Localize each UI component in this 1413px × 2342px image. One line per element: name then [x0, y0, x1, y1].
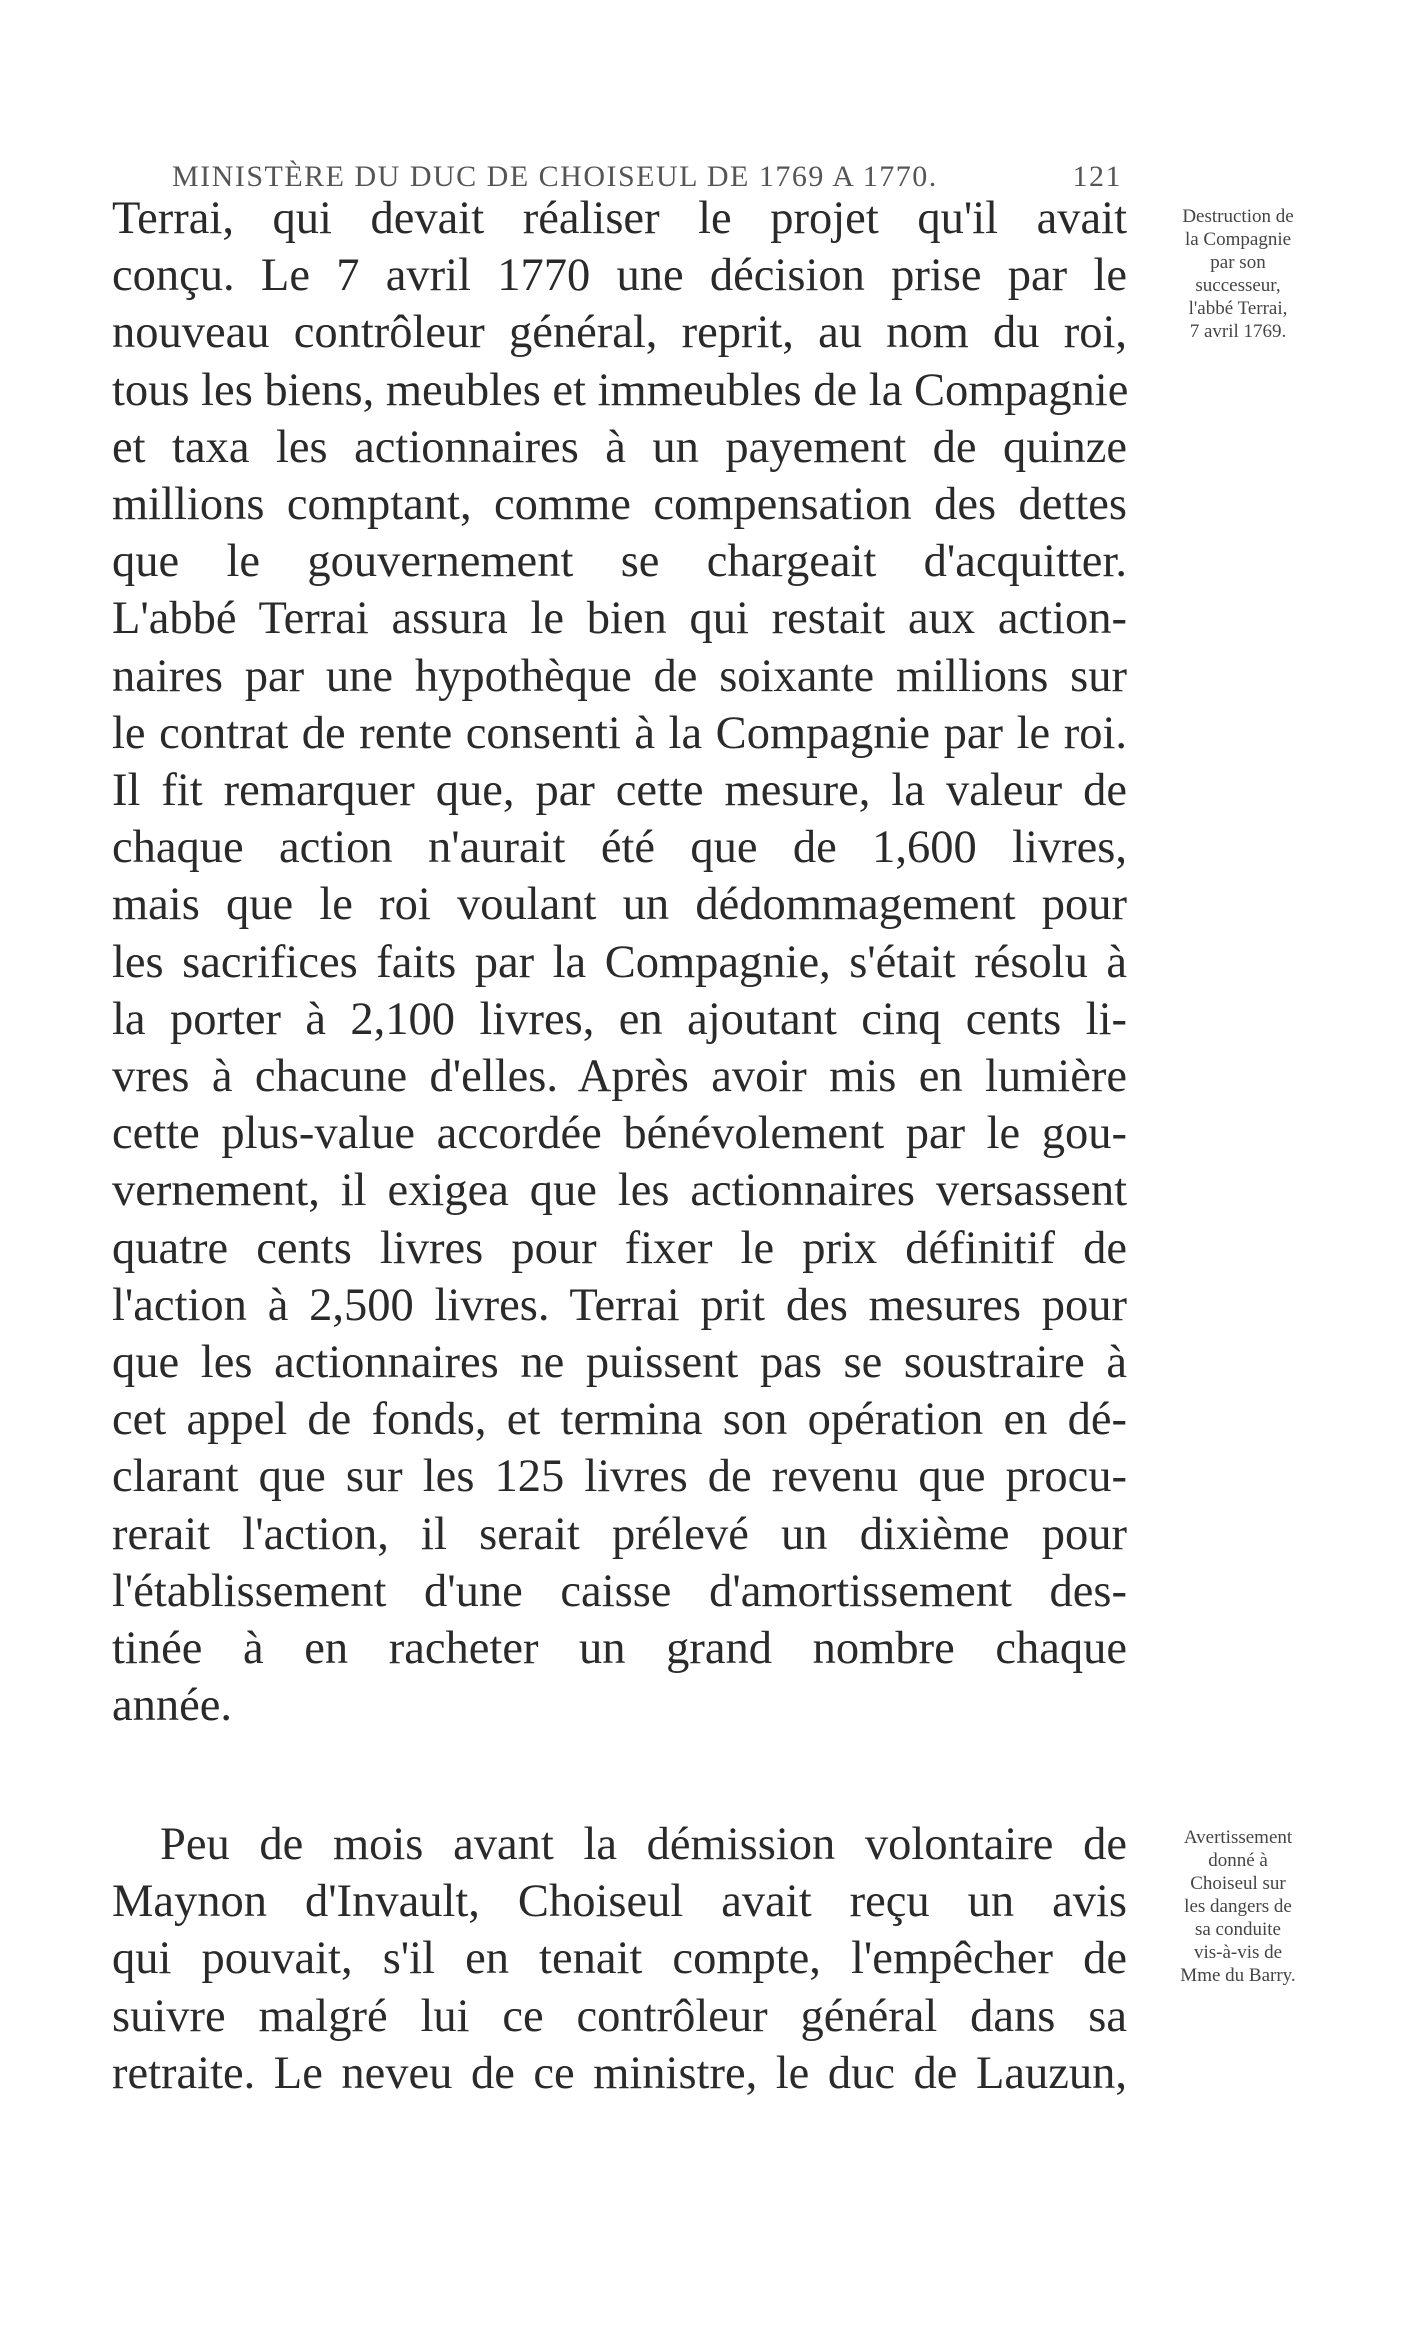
text-line: Maynon d'Invault, Choiseul avait reçu un avis [112, 1876, 1127, 1928]
running-head-title: MINISTÈRE DU DUC DE CHOISEUL DE 1769 A 1770. [172, 160, 938, 193]
text-line: vernement, il exigea que les actionnaires versassent [112, 1165, 1127, 1217]
margin-note-line: les dangers de [1184, 1896, 1292, 1917]
text-line: retraite. Le neveu de ce ministre, le duc de Lauzun, [112, 2047, 1127, 2099]
text-line: année. [112, 1680, 233, 1732]
text-line: clarant que sur les 125 livres de revenu que procu- [112, 1451, 1127, 1503]
text-line: que les actionnaires ne puissent pas se soustraire à [112, 1337, 1127, 1389]
margin-note-line: par son [1210, 252, 1266, 273]
text-line: et taxa les actionnaires à un payement de quinze [112, 421, 1127, 473]
margin-note-line: donné à [1208, 1850, 1268, 1871]
text-line: cet appel de fonds, et termina son opération en dé- [112, 1394, 1127, 1446]
text-line: la porter à 2,100 livres, en ajoutant cinq cents li- [112, 993, 1127, 1045]
text-line: le contrat de rente consenti à la Compagnie par le roi. [112, 707, 1127, 759]
text-line: chaque action n'aurait été que de 1,600 livres, [112, 822, 1127, 874]
margin-note-line: vis-à-vis de [1193, 1942, 1283, 1963]
margin-note-line: Destruction de [1182, 206, 1294, 227]
margin-note-line: la Compagnie [1184, 229, 1292, 250]
text-line: Peu de mois avant la démission volontaire de [160, 1819, 1127, 1870]
margin-note-line: 7 avril 1769. [1189, 321, 1287, 342]
margin-note-destruction [1138, 205, 1338, 343]
margin-note-line: l'abbé Terrai, [1188, 298, 1288, 319]
text-line: conçu. Le 7 avril 1770 une décision prise par le [112, 250, 1127, 302]
page-number: 121 [1072, 160, 1122, 193]
text-line: l'action à 2,500 livres. Terrai prit des mesures pour [112, 1279, 1127, 1331]
margin-note-line: Mme du Barry. [1180, 1965, 1296, 1986]
margin-note-line: successeur, [1195, 275, 1281, 296]
text-line: l'établissement d'une caisse d'amortissement des- [112, 1565, 1127, 1617]
text-line: suivre malgré lui ce contrôleur général dans sa [112, 1990, 1127, 2042]
text-line: millions comptant, comme compensation des dettes [112, 479, 1127, 531]
margin-note-avertissement [1138, 1826, 1338, 1987]
text-line: les sacrifices faits par la Compagnie, s'était résolu à [112, 936, 1127, 988]
margin-note-line: Choiseul sur [1190, 1873, 1286, 1894]
text-line: Il fit remarquer que, par cette mesure, la valeur de [112, 765, 1127, 817]
paragraph-1 [112, 190, 1127, 1734]
text-line: Terrai, qui devait réaliser le projet qu'il avait [112, 193, 1127, 244]
text-line: tous les biens, meubles et immeubles de la Compagnie [112, 364, 1129, 416]
text-line: cette plus-value accordée bénévolement par le gou- [112, 1108, 1127, 1160]
text-line: L'abbé Terrai assura le bien qui restait aux action- [112, 593, 1127, 645]
margin-note-line: sa conduite [1194, 1919, 1281, 1940]
paragraph-2 [112, 1816, 1127, 2102]
text-line: tinée à en racheter un grand nombre chaque [112, 1623, 1127, 1675]
text-line: vres à chacune d'elles. Après avoir mis en lumière [112, 1051, 1127, 1103]
text-line: nouveau contrôleur général, reprit, au nom du roi, [112, 307, 1127, 359]
text-line: qui pouvait, s'il en tenait compte, l'empêcher de [112, 1933, 1127, 1985]
text-line: naires par une hypothèque de soixante millions sur [112, 650, 1127, 702]
margin-note-line: Avertissement [1183, 1827, 1293, 1848]
text-line: mais que le roi voulant un dédommagement pour [112, 879, 1127, 931]
text-line: rerait l'action, il serait prélevé un dixième pour [112, 1508, 1127, 1560]
running-head [172, 160, 1122, 194]
text-line: que le gouvernement se chargeait d'acquitter. [112, 536, 1127, 588]
text-line: quatre cents livres pour fixer le prix définitif de [112, 1222, 1127, 1274]
